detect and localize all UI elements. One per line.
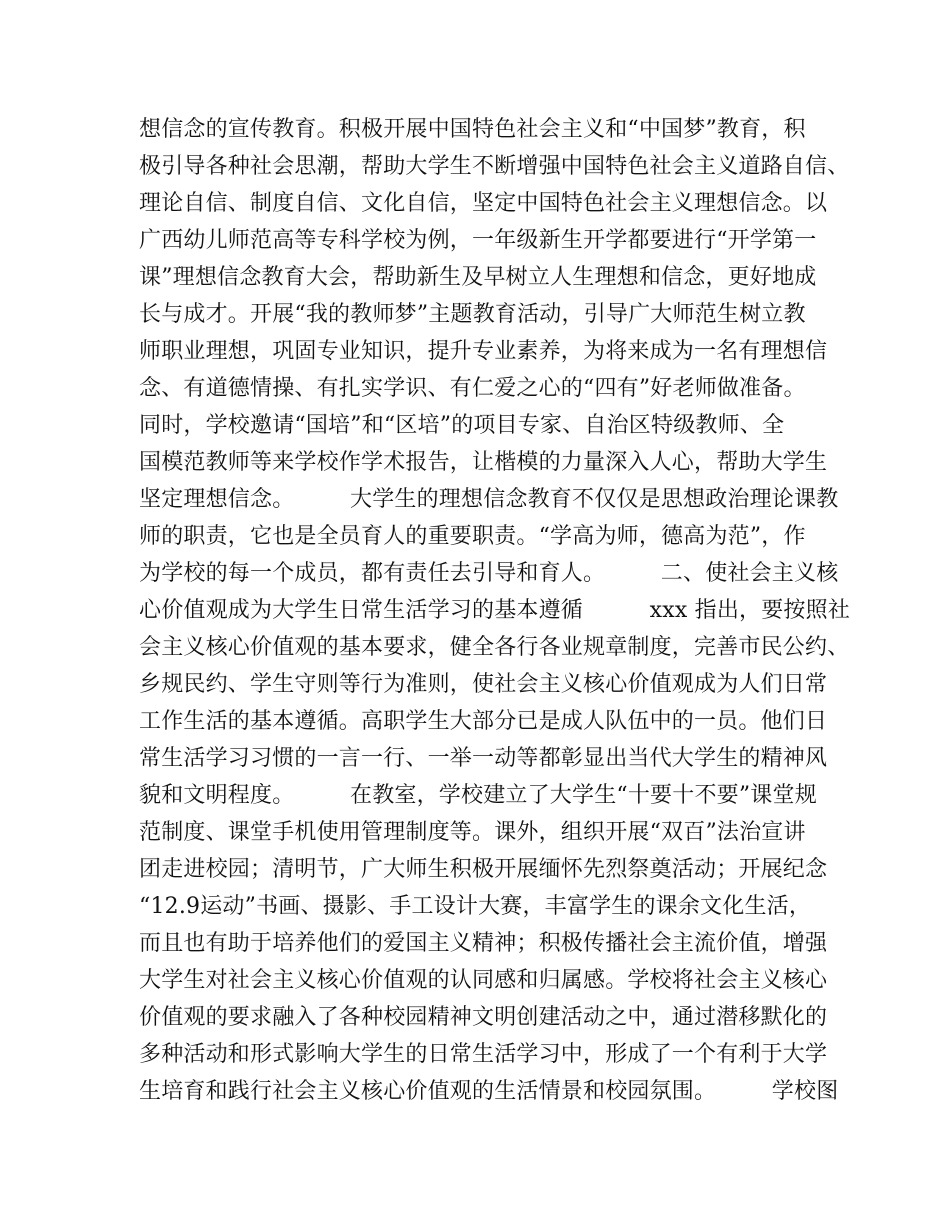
text-line-16: 乡规民约、学生守则等行为准则，使社会主义核心价值观成为人们日常 — [139, 672, 828, 697]
text-line-26: 多种活动和形式影响大学生的日常生活学习中，形成了一个有利于大学 — [139, 1042, 828, 1067]
text-line-20: 范制度、课堂手机使用管理制度等。课外，组织开展“双百”法治宣讲 — [139, 820, 806, 845]
text-line-12: 师的职责，它也是全员育人的重要职责。“学高为师，德高为范”，作 — [139, 524, 806, 549]
text-line-18: 常生活学习习惯的一言一行、一举一动等都彰显出当代大学生的精神风 — [139, 746, 828, 771]
text-line-1: 想信念的宣传教育。积极开展中国特色社会主义和“中国梦”教育，积 — [139, 117, 806, 142]
text-line-24: 大学生对社会主义核心价值观的认同感和归属感。学校将社会主义核心 — [139, 968, 828, 993]
text-line-9: 同时，学校邀请“国培”和“区培”的项目专家、自治区特级教师、全 — [139, 413, 785, 438]
text-line-5: 课”理想信念教育大会，帮助新生及早树立人生理想和信念，更好地成 — [139, 265, 817, 290]
text-line-15: 会主义核心价值观的基本要求，健全各行各业规章制度，完善市民公约、 — [139, 635, 850, 660]
text-line-19: 貌和文明程度。 在教室，学校建立了大学生“十要十不要”课堂规 — [139, 783, 817, 808]
text-line-7: 师职业理想，巩固专业知识，提升专业素养，为将来成为一名有理想信 — [139, 339, 828, 364]
text-line-8: 念、有道德情操、有扎实学识、有仁爱之心的“四有”好老师做准备。 — [139, 376, 806, 401]
body-text — [139, 111, 851, 1110]
text-line-23: 而且也有助于培养他们的爱国主义精神；积极传播社会主流价值，增强 — [139, 931, 828, 956]
text-line-13: 为学校的每一个成员，都有责任去引导和育人。 二、使社会主义核 — [139, 561, 839, 586]
text-line-14: 心价值观成为大学生日常生活学习的基本遵循 xxx 指出，要按照社 — [139, 598, 851, 623]
text-line-21: 团走进校园；清明节，广大师生积极开展缅怀先烈祭奠活动；开展纪念 — [139, 857, 828, 882]
text-line-17: 工作生活的基本遵循。高职学生大部分已是成人队伍中的一员。他们日 — [139, 709, 828, 734]
text-line-10: 国模范教师等来学校作学术报告，让楷模的力量深入人心，帮助大学生 — [139, 450, 828, 475]
text-line-4: 广西幼儿师范高等专科学校为例，一年级新生开学都要进行“开学第一 — [139, 228, 817, 253]
text-line-27: 生培育和践行社会主义核心价值观的生活情景和校园氛围。 学校图 — [139, 1079, 839, 1104]
text-line-25: 价值观的要求融入了各种校园精神文明创建活动之中，通过潜移默化的 — [139, 1005, 828, 1030]
text-line-2: 极引导各种社会思潮，帮助大学生不断增强中国特色社会主义道路自信、 — [139, 154, 850, 179]
text-line-3: 理论自信、制度自信、文化自信，坚定中国特色社会主义理想信念。以 — [139, 191, 828, 216]
text-line-22: “12.9运动”书画、摄影、手工设计大赛，丰富学生的课余文化生活， — [139, 894, 812, 919]
text-line-11: 坚定理想信念。 大学生的理想信念教育不仅仅是思想政治理论课教 — [139, 487, 839, 512]
text-line-6: 长与成才。开展“我的教师梦”主题教育活动，引导广大师范生树立教 — [139, 302, 806, 327]
